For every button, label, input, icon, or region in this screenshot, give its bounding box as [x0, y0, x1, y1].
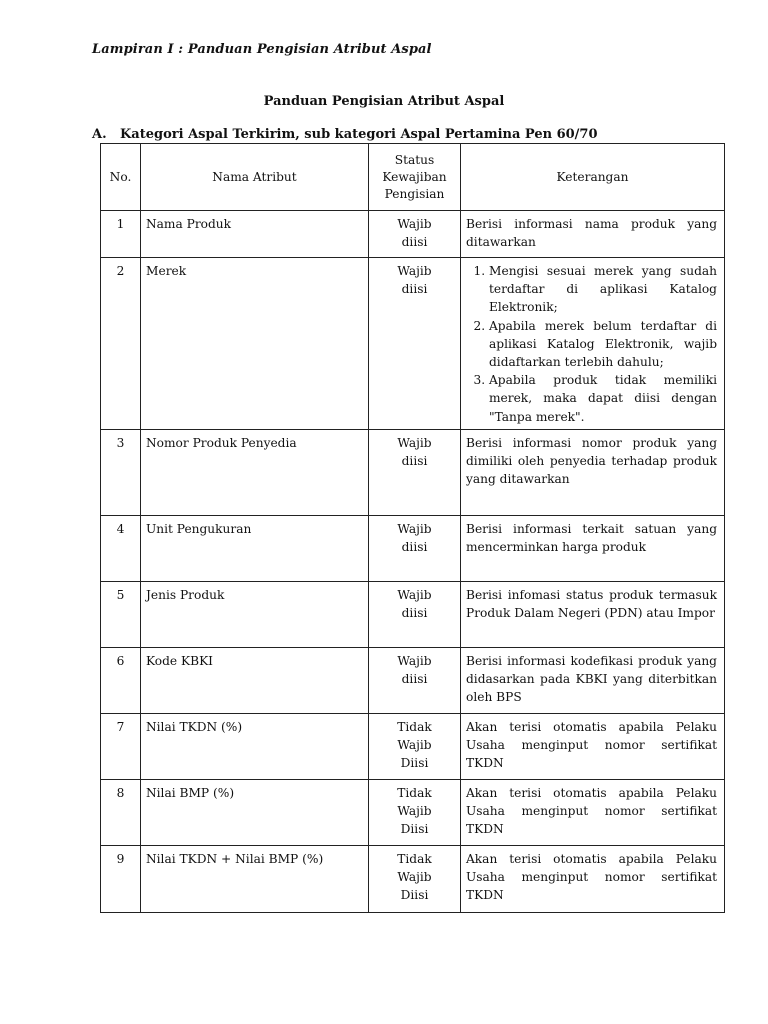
- attribute-name: Nilai BMP (%): [141, 780, 369, 846]
- attribute-table: [100, 143, 725, 913]
- status-cell: [369, 516, 461, 582]
- table-row: [101, 258, 725, 430]
- status-line: diisi: [401, 672, 428, 687]
- section-letter: A.: [92, 127, 107, 142]
- status-line: Wajib: [397, 804, 432, 819]
- attribute-name: Nomor Produk Penyedia: [141, 430, 369, 516]
- section-heading: [92, 127, 598, 142]
- description-cell: Berisi informasi nama produk yang ditawarkan: [461, 211, 725, 258]
- status-line: Wajib: [397, 654, 432, 668]
- description-cell: Akan terisi otomatis apabila Pelaku Usaha menginput nomor sertifikat TKDN: [461, 780, 725, 846]
- status-cell: [369, 714, 461, 780]
- status-line: diisi: [401, 606, 428, 621]
- description-cell: Berisi informasi nomor produk yang dimiliki oleh penyedia terhadap produk yang ditawarkan: [461, 430, 725, 516]
- description-cell: Berisi informasi terkait satuan yang mencerminkan harga produk: [461, 516, 725, 582]
- attribute-name: Merek: [141, 258, 369, 430]
- row-number: 8: [101, 780, 141, 846]
- table-row: [101, 582, 725, 648]
- table-row: [101, 714, 725, 780]
- description-cell: Akan terisi otomatis apabila Pelaku Usaha menginput nomor sertifikat TKDN: [461, 846, 725, 913]
- status-line: Tidak: [397, 786, 432, 800]
- section-text: Kategori Aspal Terkirim, sub kategori Aspal Pertamina Pen 60/70: [120, 127, 598, 142]
- document-title: Panduan Pengisian Atribut Aspal: [263, 94, 505, 109]
- list-item: 3. Apabila produk tidak memiliki merek, maka dapat diisi dengan "Tanpa merek".: [489, 371, 717, 426]
- table-row: [101, 648, 725, 714]
- status-line: Diisi: [400, 756, 429, 771]
- status-line: Wajib: [397, 522, 432, 536]
- table-row: [101, 780, 725, 846]
- status-line: Wajib: [397, 738, 432, 753]
- description-cell: Akan terisi otomatis apabila Pelaku Usaha menginput nomor sertifikat TKDN: [461, 714, 725, 780]
- row-number: 4: [101, 516, 141, 582]
- header-status-line: Pengisian: [384, 186, 445, 201]
- status-line: Wajib: [397, 588, 432, 602]
- row-number: 7: [101, 714, 141, 780]
- table-row: [101, 846, 725, 913]
- status-cell: [369, 430, 461, 516]
- status-cell: [369, 846, 461, 913]
- row-number: 5: [101, 582, 141, 648]
- header-no: No.: [101, 144, 141, 211]
- row-number: 6: [101, 648, 141, 714]
- table-row: [101, 211, 725, 258]
- attribute-name: Nilai TKDN (%): [141, 714, 369, 780]
- header-nama-atribut: Nama Atribut: [141, 144, 369, 211]
- table-row: [101, 516, 725, 582]
- status-line: diisi: [401, 235, 428, 250]
- description-cell: Berisi infomasi status produk termasuk Produk Dalam Negeri (PDN) atau Impor: [461, 582, 725, 648]
- row-number: 9: [101, 846, 141, 913]
- status-line: diisi: [401, 540, 428, 555]
- attribute-name: Unit Pengukuran: [141, 516, 369, 582]
- row-number: 1: [101, 211, 141, 258]
- list-item: 2. Apabila merek belum terdaftar di aplikasi Katalog Elektronik, wajib didaftarkan terlebih dahulu;: [489, 317, 717, 372]
- table-header-row: [101, 144, 725, 211]
- row-number: 2: [101, 258, 141, 430]
- header-status-line: Kewajiban: [382, 169, 447, 184]
- status-line: diisi: [401, 454, 428, 469]
- status-cell: [369, 258, 461, 430]
- status-cell: [369, 582, 461, 648]
- status-line: Wajib: [397, 264, 432, 278]
- attribute-name: Kode KBKI: [141, 648, 369, 714]
- attribute-name: Nama Produk: [141, 211, 369, 258]
- status-line: Diisi: [400, 888, 429, 903]
- header-keterangan: Keterangan: [461, 144, 725, 211]
- description-cell: Berisi informasi kodefikasi produk yang didasarkan pada KBKI yang diterbitkan oleh BPS: [461, 648, 725, 714]
- row-number: 3: [101, 430, 141, 516]
- header-status: [369, 144, 461, 211]
- status-line: Tidak: [397, 720, 432, 734]
- status-cell: [369, 211, 461, 258]
- attribute-name: Nilai TKDN + Nilai BMP (%): [141, 846, 369, 913]
- status-line: Wajib: [397, 436, 432, 450]
- description-list: [466, 262, 717, 426]
- status-line: Wajib: [397, 870, 432, 885]
- table-row: [101, 430, 725, 516]
- status-line: Diisi: [400, 822, 429, 837]
- status-cell: [369, 780, 461, 846]
- status-line: diisi: [401, 282, 428, 297]
- attribute-name: Jenis Produk: [141, 582, 369, 648]
- header-status-line: Status: [394, 152, 435, 167]
- attachment-label: Lampiran I : Panduan Pengisian Atribut Aspal: [92, 42, 432, 57]
- status-cell: [369, 648, 461, 714]
- status-line: Tidak: [397, 852, 432, 866]
- description-cell: [461, 258, 725, 430]
- status-line: Wajib: [397, 217, 432, 231]
- list-item: 1. Mengisi sesuai merek yang sudah terdaftar di aplikasi Katalog Elektronik;: [489, 262, 717, 317]
